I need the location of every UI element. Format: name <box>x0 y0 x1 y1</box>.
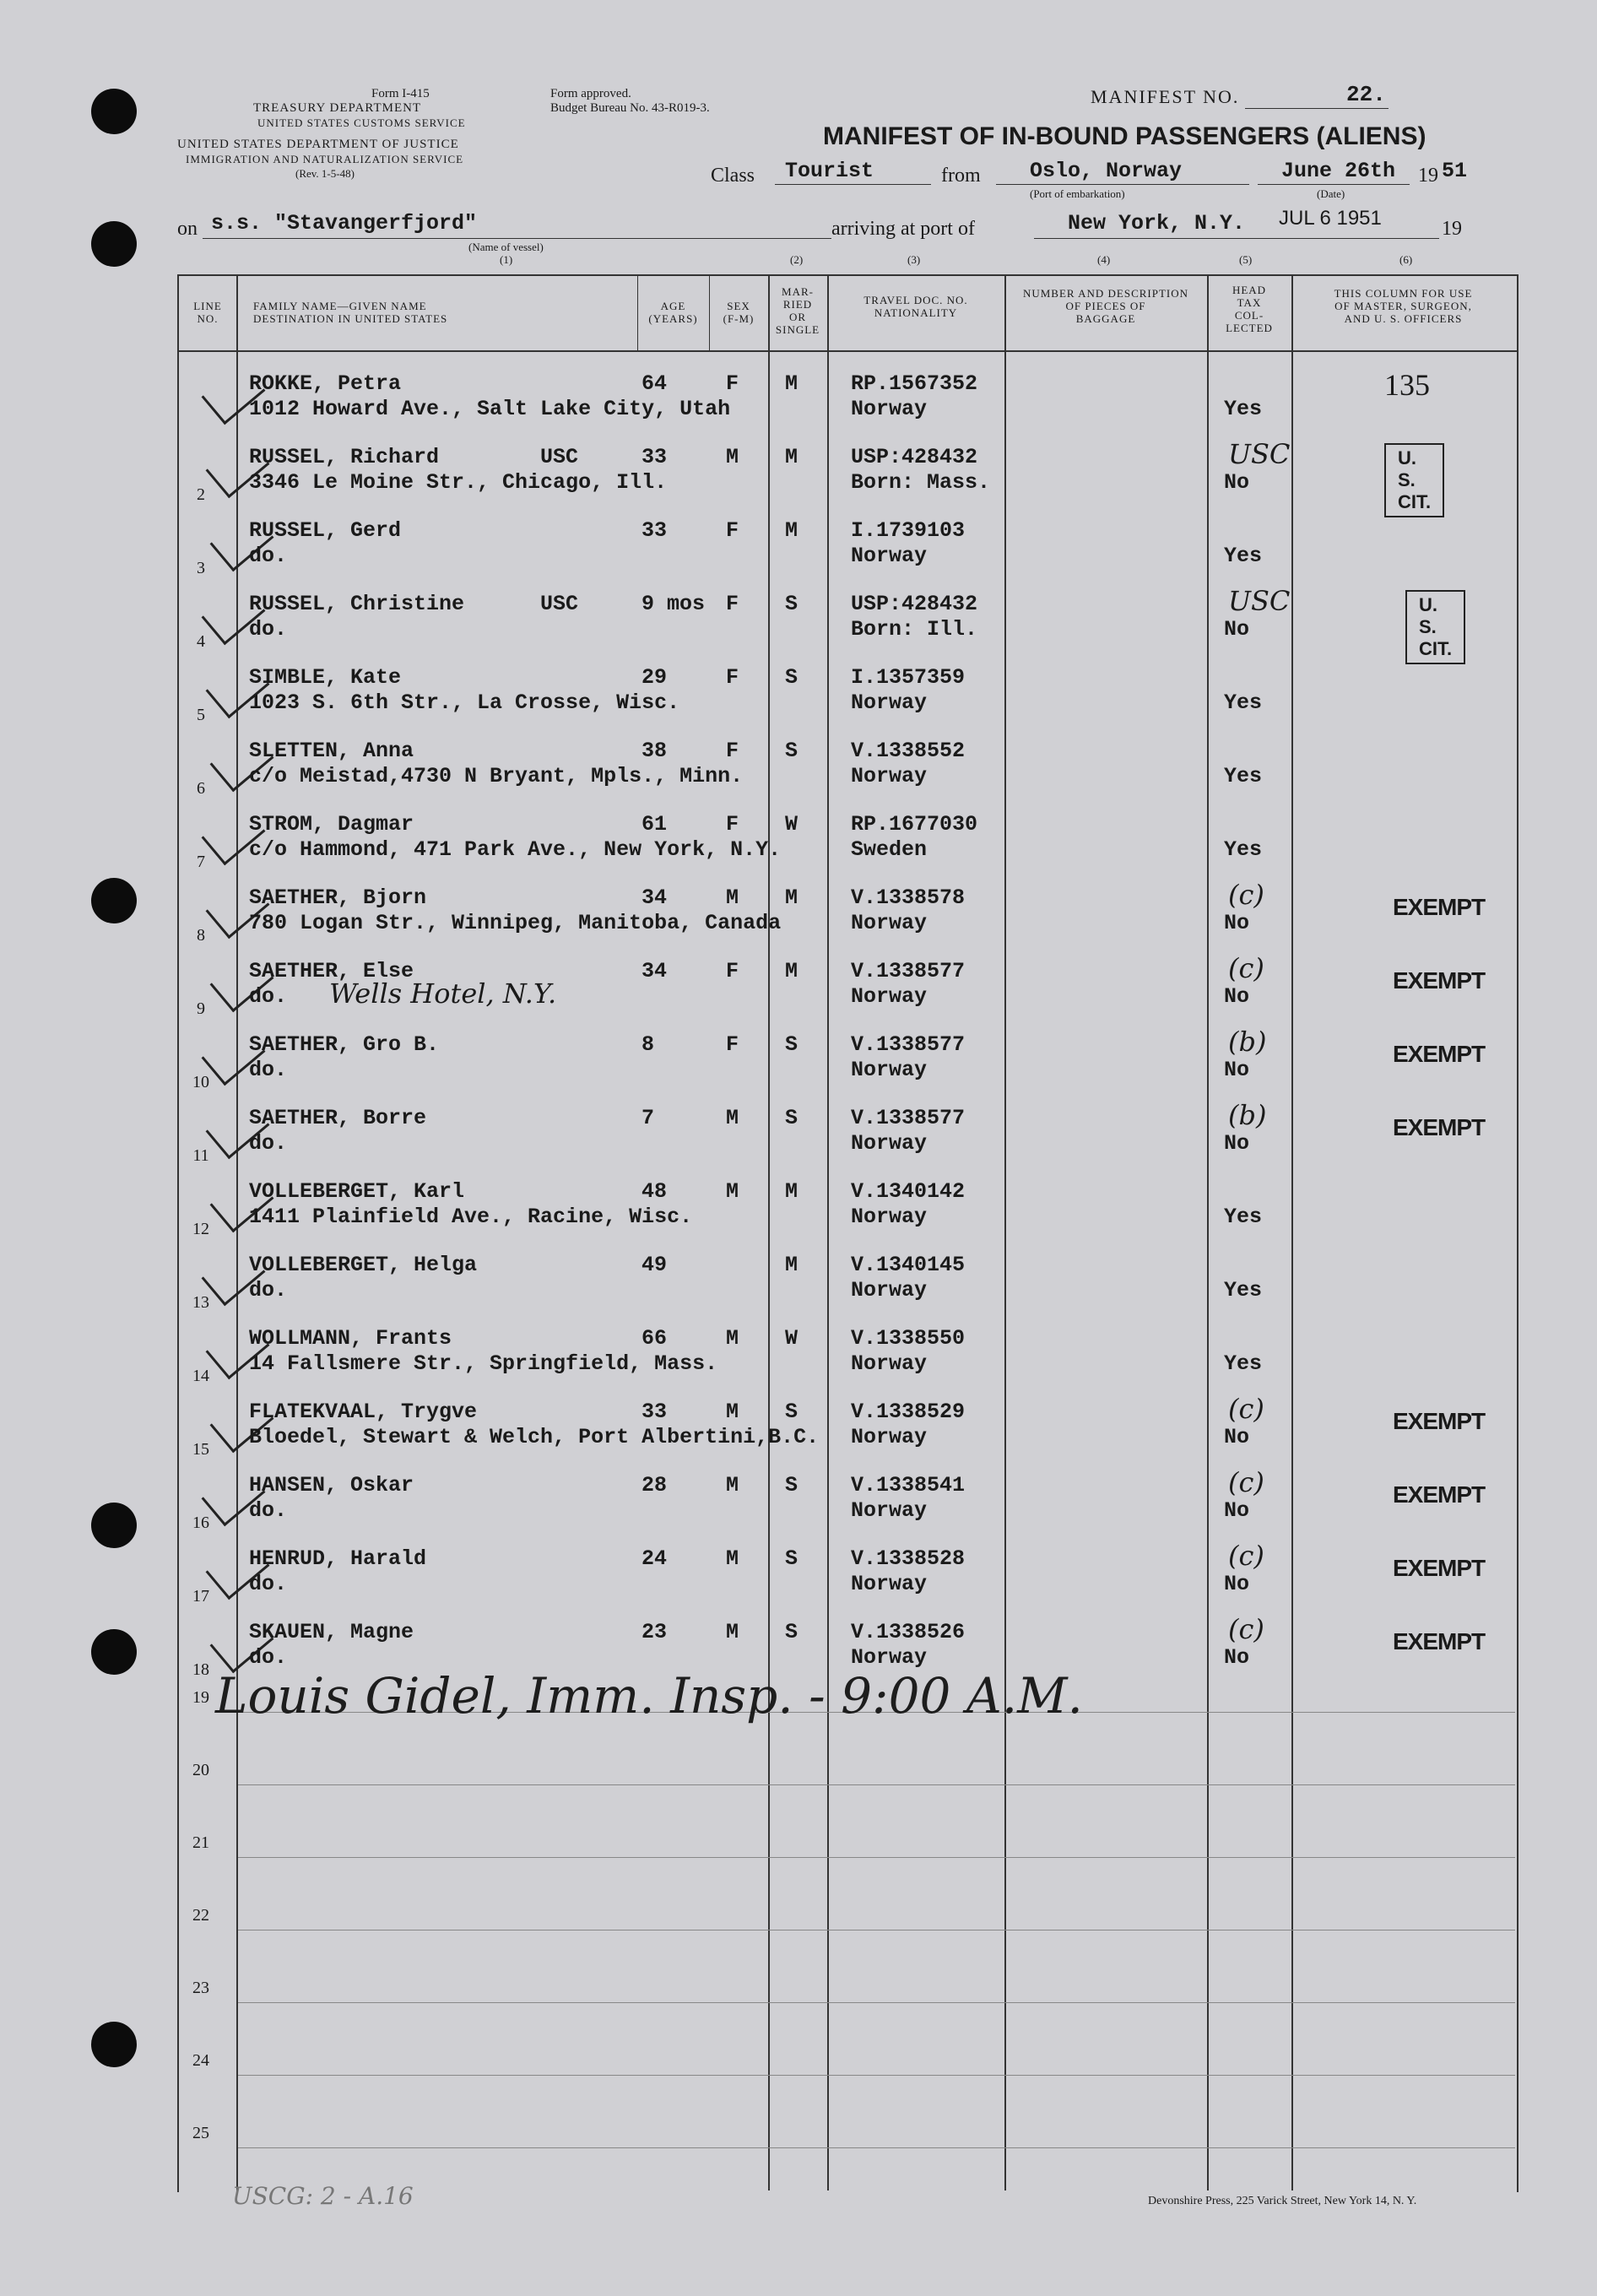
manifest-title: MANIFEST OF IN-BOUND PASSENGERS (ALIENS) <box>823 122 1426 150</box>
line-number: 10 <box>192 1073 209 1091</box>
sex: F <box>726 1032 739 1057</box>
nationality: Norway <box>851 1425 928 1449</box>
nationality: Norway <box>851 1351 928 1376</box>
travel-doc-number: V.1338529 <box>851 1400 966 1424</box>
arrival-year-suffix: 19 <box>1442 218 1462 240</box>
form-id: Form I-415 <box>371 87 430 100</box>
destination: do. <box>249 984 288 1009</box>
passenger-name: HANSEN, Oskar <box>249 1473 414 1497</box>
marital-status: S <box>785 665 798 690</box>
nationality: Norway <box>851 764 928 788</box>
travel-doc-number: V.1338541 <box>851 1473 966 1497</box>
passenger-name: SIMBLE, Kate <box>249 665 402 690</box>
destination: 3346 Le Moine Str., Chicago, Ill. <box>249 470 668 495</box>
on-label: on <box>177 218 198 240</box>
head-tax: No <box>1224 911 1250 935</box>
age: 8 <box>642 1032 655 1057</box>
head-tax: Yes <box>1224 1278 1263 1302</box>
age: 66 <box>642 1326 668 1351</box>
head-tax: No <box>1224 1058 1250 1082</box>
marital-status: M <box>785 885 798 910</box>
travel-doc-number: V.1338526 <box>851 1620 966 1644</box>
head-tax: No <box>1224 1498 1250 1523</box>
age: 33 <box>642 1400 668 1424</box>
age: 49 <box>642 1253 668 1277</box>
from-label: from <box>941 165 981 187</box>
sex: F <box>726 518 739 543</box>
passenger-name: SAETHER, Else <box>249 959 414 983</box>
from-value: Oslo, Norway <box>1030 159 1183 183</box>
line-number: 7 <box>197 853 205 871</box>
nationality: Norway <box>851 690 928 715</box>
exempt-stamp: EXEMPT <box>1393 1041 1486 1067</box>
head-tax-mark: (c) <box>1228 1540 1264 1572</box>
marital-status: S <box>785 1032 798 1057</box>
age: 29 <box>642 665 668 690</box>
nationality: Norway <box>851 397 928 421</box>
line-number: 6 <box>197 779 205 798</box>
destination: c/o Hammond, 471 Park Ave., New York, N.Y. <box>249 837 782 862</box>
row-rule <box>238 1784 1515 1785</box>
passenger-name: SAETHER, Borre <box>249 1106 427 1130</box>
head-tax: Yes <box>1224 1351 1263 1376</box>
destination: 14 Fallsmere Str., Springfield, Mass. <box>249 1351 718 1376</box>
binder-hole <box>91 1503 137 1548</box>
exempt-stamp: EXEMPT <box>1393 967 1486 994</box>
passenger-name: SAETHER, Bjorn <box>249 885 427 910</box>
manifest-no-label: MANIFEST NO. <box>1091 86 1240 107</box>
destination: do. <box>249 544 288 568</box>
line-number: 2 <box>197 485 205 504</box>
head-tax: No <box>1224 1425 1250 1449</box>
ins-label: IMMIGRATION AND NATURALIZATION SERVICE <box>186 153 464 165</box>
age: 28 <box>642 1473 668 1497</box>
destination: Bloedel, Stewart & Welch, Port Albertini,B.C. <box>249 1425 820 1449</box>
line-number: 25 <box>192 2124 209 2142</box>
marital-status: S <box>785 1106 798 1130</box>
line-number: 24 <box>192 2051 209 2070</box>
travel-doc-number: V.1340142 <box>851 1179 966 1204</box>
marital-status: M <box>785 371 798 396</box>
sex: M <box>726 1179 739 1204</box>
vessel-caption: (Name of vessel) <box>468 241 544 253</box>
nationality: Norway <box>851 1572 928 1596</box>
exempt-stamp: EXEMPT <box>1393 1408 1486 1434</box>
col-num-1: (1) <box>500 253 513 266</box>
destination: 1023 S. 6th Str., La Crosse, Wisc. <box>249 690 680 715</box>
destination: do. <box>249 1498 288 1523</box>
nationality: Norway <box>851 1645 928 1670</box>
binder-hole <box>91 878 137 923</box>
class-label: Class <box>711 165 755 187</box>
age: 61 <box>642 812 668 837</box>
line-number: 18 <box>192 1660 209 1679</box>
passenger-name: ROKKE, Petra <box>249 371 402 396</box>
exempt-stamp: EXEMPT <box>1393 894 1486 920</box>
sex: F <box>726 371 739 396</box>
travel-doc-number: V.1338550 <box>851 1326 966 1351</box>
customs-service: UNITED STATES CUSTOMS SERVICE <box>257 116 466 129</box>
travel-doc-number: RP.1567352 <box>851 371 978 396</box>
age: 34 <box>642 959 668 983</box>
destination: 780 Logan Str., Winnipeg, Manitoba, Canada <box>249 911 782 935</box>
passenger-name: WOLLMANN, Frants <box>249 1326 452 1351</box>
passenger-name: RUSSEL, Richard <box>249 445 440 469</box>
sex: M <box>726 885 739 910</box>
head-tax: Yes <box>1224 690 1263 715</box>
nationality: Norway <box>851 1278 928 1302</box>
head-tax-mark: (c) <box>1228 879 1264 911</box>
passenger-name: SLETTEN, Anna <box>249 739 414 763</box>
treasury-department: TREASURY DEPARTMENT <box>253 101 422 115</box>
marital-status: W <box>785 812 798 837</box>
col-num-2: (2) <box>790 253 804 266</box>
travel-doc-number: V.1338578 <box>851 885 966 910</box>
department-of-justice: UNITED STATES DEPARTMENT OF JUSTICE <box>177 138 459 151</box>
travel-doc-number: V.1338577 <box>851 1106 966 1130</box>
vessel-name: s.s. "Stavangerfjord" <box>211 211 478 236</box>
head-tax-mark: USC <box>1228 585 1291 617</box>
nationality: Norway <box>851 544 928 568</box>
destination: c/o Meistad,4730 N Bryant, Mpls., Minn. <box>249 764 744 788</box>
head-tax-mark: USC <box>1228 438 1291 470</box>
exempt-stamp: EXEMPT <box>1393 1481 1486 1508</box>
head-tax: No <box>1224 1131 1250 1156</box>
marital-status: S <box>785 1400 798 1424</box>
line-number: 22 <box>192 1906 209 1925</box>
usc-marker: USC <box>540 592 579 616</box>
age: 24 <box>642 1546 668 1571</box>
passenger-name: VOLLEBERGET, Helga <box>249 1253 478 1277</box>
head-tax: No <box>1224 470 1250 495</box>
sex: M <box>726 445 739 469</box>
usc-marker: USC <box>540 445 579 469</box>
sex: M <box>726 1106 739 1130</box>
col-header-officers: THIS COLUMN FOR USE OF MASTER, SURGEON, AND U. S. OFFICERS <box>1334 287 1473 325</box>
passenger-name: HENRUD, Harald <box>249 1546 427 1571</box>
sex: M <box>726 1473 739 1497</box>
exempt-stamp: EXEMPT <box>1393 1628 1486 1654</box>
travel-doc-number: V.1338528 <box>851 1546 966 1571</box>
passenger-name: STROM, Dagmar <box>249 812 414 837</box>
form-approved: Form approved. <box>550 87 631 100</box>
port-caption: (Port of embarkation) <box>1030 187 1125 200</box>
marital-status: S <box>785 592 798 616</box>
head-tax: No <box>1224 984 1250 1009</box>
travel-doc-number: V.1338552 <box>851 739 966 763</box>
printer-credit: Devonshire Press, 225 Varick Street, New York 14, N. Y. <box>1148 2195 1417 2207</box>
marital-status: S <box>785 1473 798 1497</box>
footer-handwritten-note: USCG: 2 - A.16 <box>232 2182 414 2210</box>
binder-hole <box>91 221 137 267</box>
travel-doc-number: RP.1677030 <box>851 812 978 837</box>
marital-status: W <box>785 1326 798 1351</box>
head-tax: Yes <box>1224 397 1263 421</box>
head-tax-mark: (c) <box>1228 952 1264 984</box>
revision: (Rev. 1-5-48) <box>295 167 355 180</box>
head-tax-mark: (b) <box>1228 1099 1267 1131</box>
nationality: Norway <box>851 1058 928 1082</box>
col-header-sex: SEX (F-M) <box>723 300 755 325</box>
travel-doc-number: I.1739103 <box>851 518 966 543</box>
marital-status: M <box>785 1179 798 1204</box>
line-number: 14 <box>192 1367 209 1385</box>
col-header-married: MAR- RIED OR SINGLE <box>775 285 820 336</box>
destination: do. <box>249 1645 288 1670</box>
head-tax: Yes <box>1224 764 1263 788</box>
passenger-name: SKAUEN, Magne <box>249 1620 414 1644</box>
destination: do. <box>249 1058 288 1082</box>
budget-bureau: Budget Bureau No. 43-R019-3. <box>550 101 710 115</box>
col-num-4: (4) <box>1097 253 1111 266</box>
head-tax: Yes <box>1224 544 1263 568</box>
officer-number: 135 <box>1384 368 1430 402</box>
marital-status: M <box>785 959 798 983</box>
age: 38 <box>642 739 668 763</box>
passenger-name: FLATEKVAAL, Trygve <box>249 1400 478 1424</box>
destination: do. <box>249 1572 288 1596</box>
sex: M <box>726 1326 739 1351</box>
row-rule <box>238 2002 1515 2003</box>
head-tax-mark: (c) <box>1228 1393 1264 1425</box>
head-tax: No <box>1224 1572 1250 1596</box>
passenger-name: VOLLEBERGET, Karl <box>249 1179 465 1204</box>
sex: F <box>726 665 739 690</box>
col-header-age: AGE (YEARS) <box>648 300 698 325</box>
handwritten-destination-note: Wells Hotel, N.Y. <box>329 977 557 1010</box>
travel-doc-number: V.1340145 <box>851 1253 966 1277</box>
sex: M <box>726 1546 739 1571</box>
binder-hole <box>91 2022 137 2067</box>
travel-doc-number: V.1338577 <box>851 959 966 983</box>
sex: F <box>726 739 739 763</box>
binder-hole <box>91 89 137 134</box>
head-tax: No <box>1224 1645 1250 1670</box>
passenger-name: SAETHER, Gro B. <box>249 1032 440 1057</box>
row-rule <box>238 2147 1515 2148</box>
line-number: 3 <box>197 559 205 577</box>
line-number: 21 <box>192 1833 209 1852</box>
inspector-signature: Louis Gidel, Imm. Insp. - 9:00 A.M. <box>215 1667 1083 1725</box>
us-citizen-stamp: U. S. CIT. <box>1384 443 1444 517</box>
col-num-3: (3) <box>907 253 921 266</box>
nationality: Norway <box>851 1498 928 1523</box>
age: 64 <box>642 371 668 396</box>
col-num-5: (5) <box>1239 253 1253 266</box>
nationality: Norway <box>851 1205 928 1229</box>
head-tax: Yes <box>1224 1205 1263 1229</box>
age: 48 <box>642 1179 668 1204</box>
marital-status: S <box>785 1546 798 1571</box>
sex: M <box>726 1620 739 1644</box>
sex: F <box>726 959 739 983</box>
age: 9 mos <box>642 592 706 616</box>
date-caption: (Date) <box>1317 187 1345 200</box>
row-rule <box>238 2075 1515 2076</box>
head-tax: Yes <box>1224 837 1263 862</box>
arrival-port: New York, N.Y. <box>1068 211 1246 236</box>
destination: do. <box>249 617 288 642</box>
manifest-no: 22. <box>1346 82 1386 107</box>
col-header-baggage: NUMBER AND DESCRIPTION OF PIECES OF BAGGAGE <box>1022 287 1189 325</box>
table-frame <box>177 274 1519 2192</box>
sex: M <box>726 1400 739 1424</box>
marital-status: M <box>785 1253 798 1277</box>
destination: 1411 Plainfield Ave., Racine, Wisc. <box>249 1205 693 1229</box>
line-number: 17 <box>192 1587 209 1606</box>
col-header-name: FAMILY NAME—GIVEN NAME DESTINATION IN UNITED STATES <box>253 300 448 325</box>
nationality: Born: Mass. <box>851 470 991 495</box>
year-value: 51 <box>1442 159 1468 183</box>
age: 33 <box>642 445 668 469</box>
passenger-name: RUSSEL, Christine <box>249 592 465 616</box>
nationality: Norway <box>851 1131 928 1156</box>
travel-doc-number: USP:428432 <box>851 592 978 616</box>
exempt-stamp: EXEMPT <box>1393 1555 1486 1581</box>
age: 7 <box>642 1106 655 1130</box>
destination: do. <box>249 1278 288 1302</box>
travel-doc-number: USP:428432 <box>851 445 978 469</box>
nationality: Norway <box>851 984 928 1009</box>
head-tax: No <box>1224 617 1250 642</box>
age: 34 <box>642 885 668 910</box>
marital-status: S <box>785 739 798 763</box>
nationality: Born: Ill. <box>851 617 978 642</box>
age: 23 <box>642 1620 668 1644</box>
head-tax-mark: (c) <box>1228 1613 1264 1645</box>
col-header-line-no: LINE NO. <box>193 300 222 325</box>
line-number: 5 <box>197 706 205 724</box>
sex: F <box>726 592 739 616</box>
line-number: 4 <box>197 632 205 651</box>
line-number: 16 <box>192 1514 209 1532</box>
line-number: 20 <box>192 1761 209 1779</box>
line-number: 11 <box>192 1146 209 1165</box>
binder-hole <box>91 1629 137 1675</box>
line-number: 23 <box>192 1979 209 1997</box>
line-number: 9 <box>197 999 205 1018</box>
year-prefix: 19 <box>1418 165 1438 187</box>
line-number: 15 <box>192 1440 209 1459</box>
travel-doc-number: V.1338577 <box>851 1032 966 1057</box>
col-header-head-tax: HEAD TAX COL- LECTED <box>1226 284 1273 334</box>
head-tax-mark: (c) <box>1228 1466 1264 1498</box>
us-citizen-stamp: U. S. CIT. <box>1405 590 1465 664</box>
travel-doc-number: I.1357359 <box>851 665 966 690</box>
nationality: Norway <box>851 911 928 935</box>
line-number: 19 <box>192 1688 209 1707</box>
age: 33 <box>642 518 668 543</box>
arrival-date-stamp: JUL 6 1951 <box>1279 207 1382 230</box>
destination: 1012 Howard Ave., Salt Lake City, Utah <box>249 397 731 421</box>
sex: F <box>726 812 739 837</box>
line-number: 8 <box>197 926 205 945</box>
marital-status: M <box>785 445 798 469</box>
nationality: Sweden <box>851 837 928 862</box>
line-number: 12 <box>192 1220 209 1238</box>
head-tax-mark: (b) <box>1228 1026 1267 1058</box>
marital-status: S <box>785 1620 798 1644</box>
arriving-label: arriving at port of <box>831 218 975 240</box>
class-value: Tourist <box>785 159 874 183</box>
marital-status: M <box>785 518 798 543</box>
destination: do. <box>249 1131 288 1156</box>
line-number: 13 <box>192 1293 209 1312</box>
col-num-6: (6) <box>1399 253 1413 266</box>
passenger-name: RUSSEL, Gerd <box>249 518 402 543</box>
row-rule <box>238 1857 1515 1858</box>
exempt-stamp: EXEMPT <box>1393 1114 1486 1140</box>
col-header-travel-doc: TRAVEL DOC. NO. NATIONALITY <box>863 294 968 319</box>
date-value: June 26th <box>1281 159 1396 183</box>
